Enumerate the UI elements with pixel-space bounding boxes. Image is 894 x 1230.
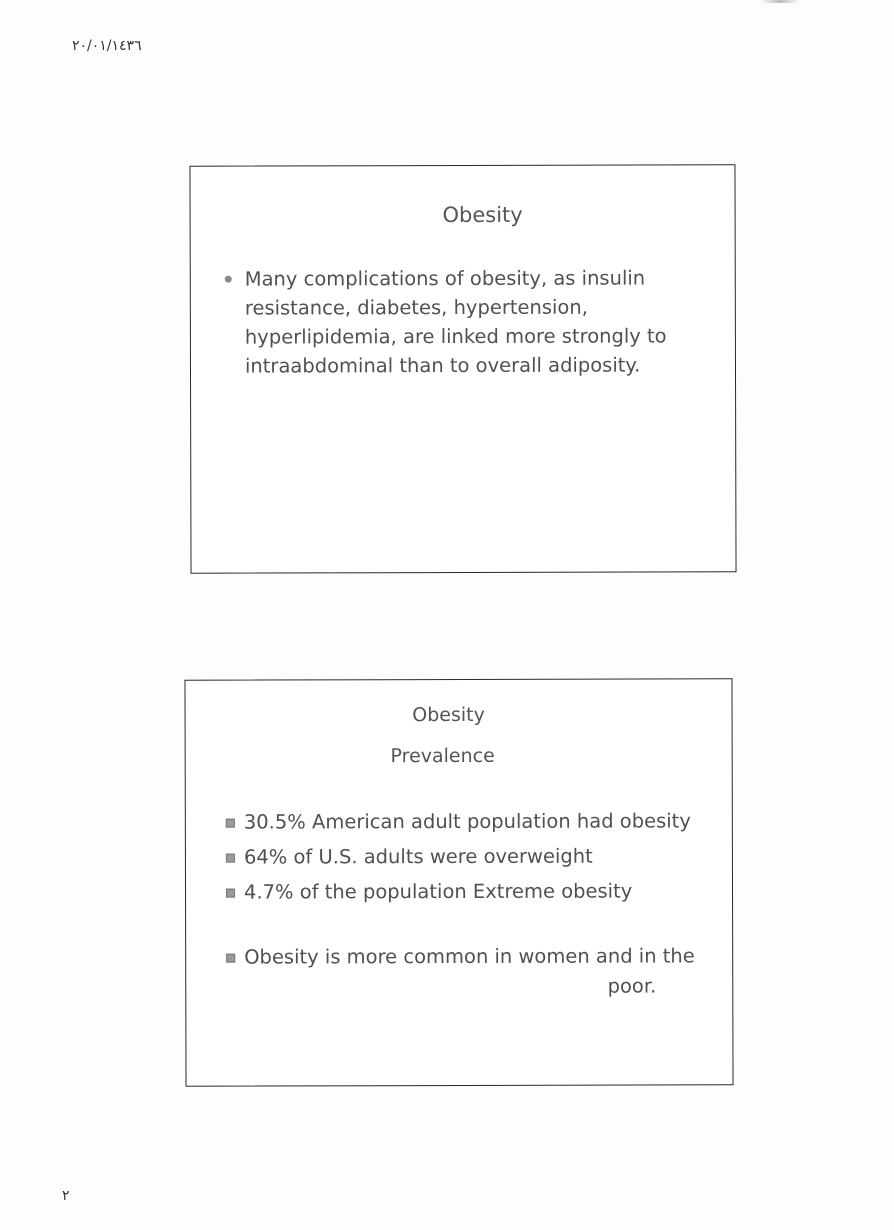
- slide-1: [189, 164, 736, 573]
- bullet-square-icon: [226, 889, 235, 898]
- bullet-dot-icon: [225, 276, 232, 283]
- slide-2-note-line-2: poor.: [607, 974, 657, 998]
- bullet-square-icon: [226, 819, 235, 828]
- slide-2-bullet: [226, 838, 716, 874]
- scan-mark: [760, 0, 800, 3]
- slide-2-note-list: [226, 941, 716, 1002]
- page-date: ٢٠/٠١/١٤٣٦: [72, 38, 142, 54]
- slide-2-note: [226, 941, 716, 1002]
- slide-2-bullet-text: 4.7% of the population Extreme obesity: [243, 879, 633, 904]
- slide-1-bullet-list: [225, 263, 695, 380]
- slide-2-bullet: [226, 873, 716, 909]
- slide-2-bullet-list: [226, 803, 716, 909]
- bullet-square-icon: [226, 954, 235, 963]
- slide-2-bullet-text: 64% of U.S. adults were overweight: [243, 844, 593, 869]
- page-number: ٢: [62, 1188, 70, 1204]
- slide-2-subtitle: Prevalence: [390, 744, 495, 768]
- slide-2-note-line-1: Obesity is more common in women and in the: [244, 944, 695, 969]
- slide-1-title: Obesity: [442, 202, 523, 228]
- slide-2-bullet-text: 30.5% American adult population had obesity: [243, 809, 691, 834]
- slide-2-title: Obesity: [412, 703, 485, 727]
- slide-1-bullet: [225, 263, 695, 380]
- bullet-square-icon: [226, 854, 235, 863]
- slide-1-bullet-text: Many complications of obesity, as insulin resistance, diabetes, hypertension, hyperlipidemia, are linked more strongly to intraabdominal than to overall adiposity.: [244, 266, 667, 378]
- slide-2: [184, 678, 733, 1086]
- slide-2-bullet: [226, 803, 716, 839]
